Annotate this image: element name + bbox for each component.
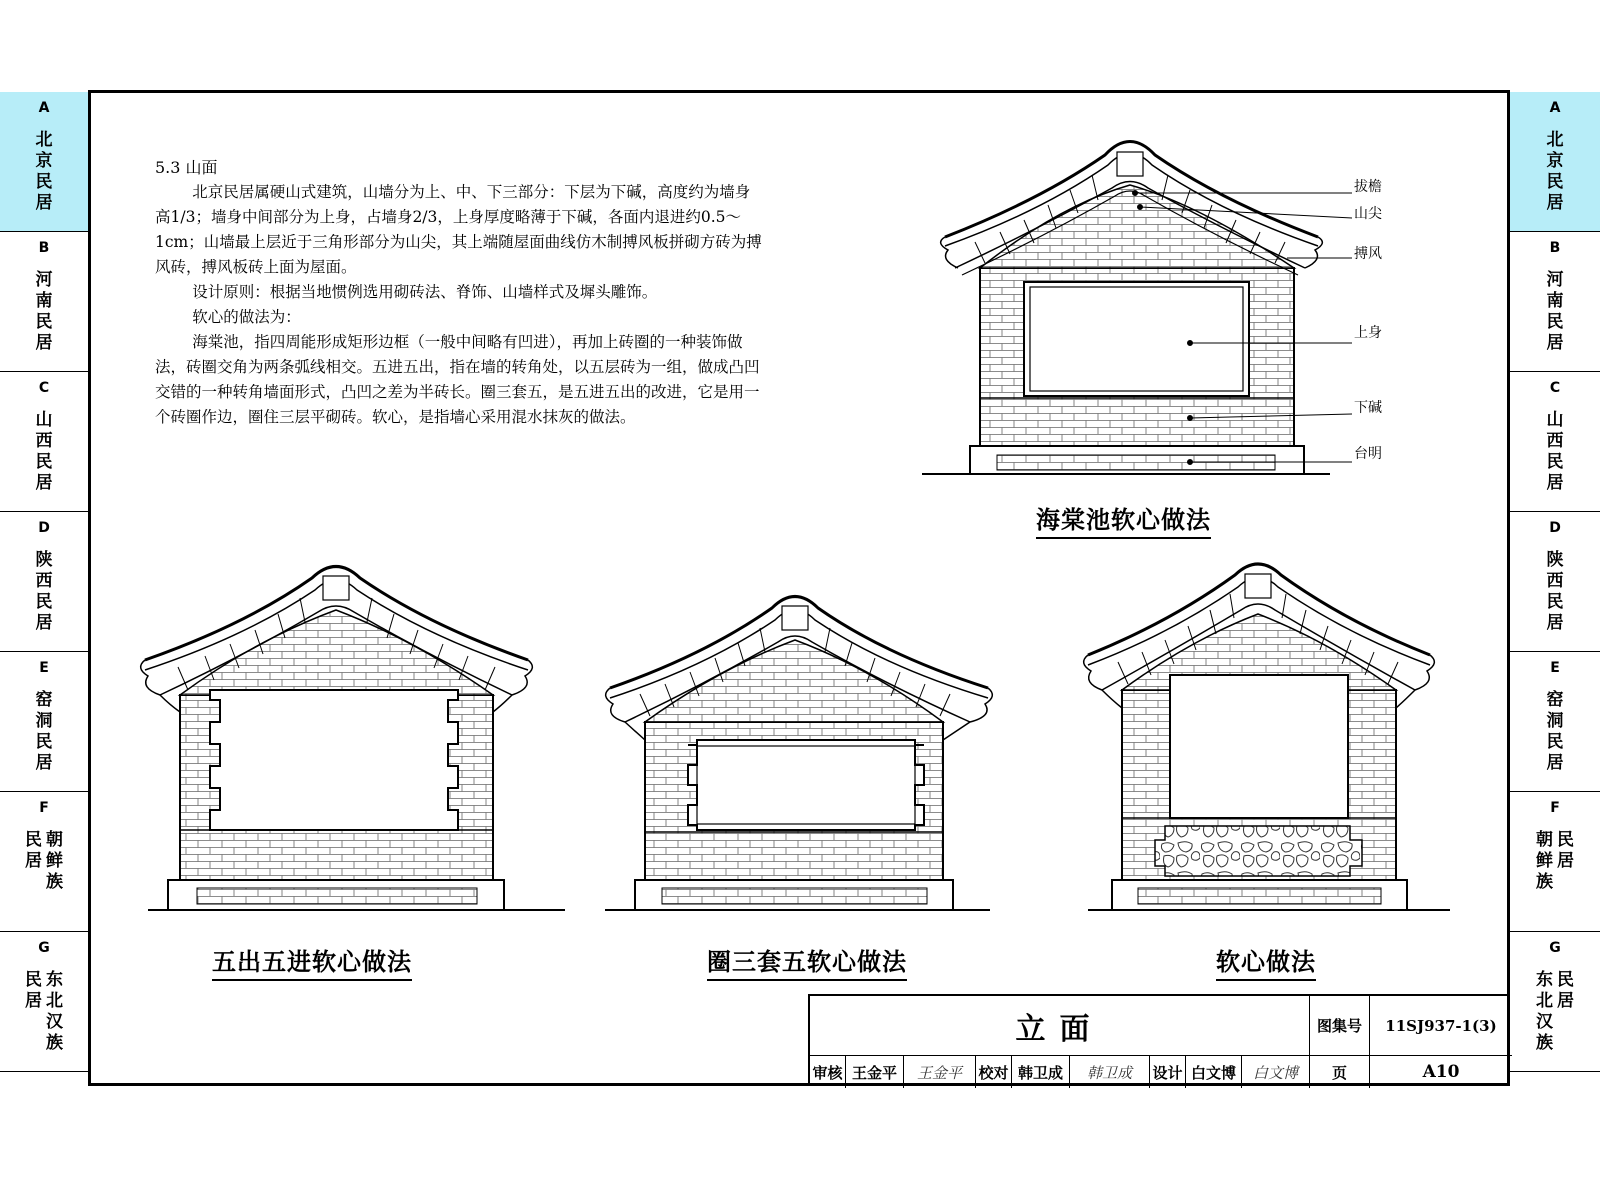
reviewer-name: 王金平	[846, 1056, 904, 1088]
note-paragraph: 北京民居属硬山式建筑，山墙分为上、中、下三部分：下层为下碱，高度约为墙身高1/3；墙身中间部分为上身，占墙身2/3，上身厚度略薄于下碱，各面内退进约0.5～1cm；山墙最上层近于三角形部分为山尖，其上端随屋面曲线仿木制搏风板拼砌方砖为搏风砖，搏风板砖上面为屋面。	[155, 183, 762, 276]
section-tab-label: 民 居	[25, 970, 42, 1011]
section-tab-letter: F	[1550, 800, 1560, 816]
section-heading: 5.3 山面	[155, 158, 218, 177]
note-paragraph: 设计原则：根据当地惯例选用砌砖法、脊饰、山墙样式及墀头雕饰。	[192, 283, 658, 301]
section-tab-letter: C	[38, 380, 50, 396]
section-tab-letter: C	[1549, 380, 1561, 396]
section-tab-label: 民 居	[1557, 970, 1574, 1011]
note-paragraph: 海棠池，指四周能形成矩形边框（一般中间略有凹进），再加上砖圈的一种装饰做法，砖圈交角为两条弧线相交。五进五出，指在墙的转角处，以五层砖为一组，做成凸凹交错的一种转角墙面形式，凸凹之差为半砖长。圈三套五，是五进五出的改进，它是用一个砖圈作边，圈住三层平砌砖。软心，是指墙心采用混水抹灰的做法。	[155, 333, 760, 426]
section-tab-label: 窑 洞 民 居	[35, 690, 53, 773]
page-number: A10	[1422, 1062, 1460, 1082]
section-tab-letter: G	[38, 940, 50, 956]
section-tab-label: 朝 鲜 族	[46, 830, 63, 892]
review-label: 审核	[810, 1056, 846, 1088]
section-tab-label: 山 西 民 居	[35, 410, 53, 493]
callout-label: 下碱	[1354, 400, 1382, 416]
caption-top: 海棠池软心做法	[1036, 500, 1211, 539]
callout-label: 上身	[1354, 325, 1382, 341]
design-label: 设计	[1150, 1056, 1186, 1088]
designer-signature: 白文博	[1242, 1056, 1310, 1088]
left-elevation	[141, 567, 565, 911]
section-tab-letter: E	[1550, 660, 1560, 676]
page-label: 页	[1310, 1056, 1370, 1088]
callout-label: 山尖	[1354, 206, 1382, 222]
callout-label: 搏风	[1354, 246, 1382, 262]
section-tab-label: 北 京 民 居	[1546, 130, 1564, 213]
section-tab-letter: D	[1549, 520, 1561, 536]
section-tab-letter: G	[1549, 940, 1561, 956]
section-tab-letter: E	[39, 660, 49, 676]
atlas-number: 11SJ937-1(3)	[1370, 996, 1512, 1056]
section-tab-letter: D	[38, 520, 50, 536]
middle-elevation	[605, 597, 992, 911]
caption-left: 五出五进软心做法	[212, 942, 412, 981]
drawing-title: 立面	[810, 996, 1310, 1056]
check-label: 校对	[976, 1056, 1012, 1088]
checker-name: 韩卫成	[1012, 1056, 1070, 1088]
caption-middle: 圈三套五软心做法	[707, 942, 907, 981]
section-tab-label: 山 西 民 居	[1546, 410, 1564, 493]
section-tab-label: 陕 西 民 居	[1546, 550, 1564, 633]
section-tab-label: 民 居	[25, 830, 42, 871]
section-tab-label: 朝 鲜 族	[1536, 830, 1553, 892]
section-tab-label: 东 北 汉 族	[1536, 970, 1553, 1053]
callout-label: 台明	[1354, 446, 1382, 462]
title-block	[808, 994, 1510, 1086]
note-paragraph: 软心的做法为：	[192, 308, 301, 326]
section-tab-label: 河 南 民 居	[35, 270, 53, 353]
top-elevation	[922, 142, 1352, 475]
section-tab-letter: A	[1549, 100, 1561, 116]
callout-label: 拔檐	[1354, 179, 1382, 195]
section-tab-letter: A	[38, 100, 50, 116]
section-tab-label: 河 南 民 居	[1546, 270, 1564, 353]
section-tab-label: 窑 洞 民 居	[1546, 690, 1564, 773]
atlas-label: 图集号	[1310, 996, 1370, 1056]
section-tab-letter: F	[39, 800, 49, 816]
section-tab-label: 陕 西 民 居	[35, 550, 53, 633]
section-tab-letter: B	[38, 240, 50, 256]
checker-signature: 韩卫成	[1070, 1056, 1150, 1088]
section-tab-label: 北 京 民 居	[35, 130, 53, 213]
designer-name: 白文博	[1186, 1056, 1242, 1088]
section-tab-label: 民 居	[1557, 830, 1574, 871]
right-elevation	[1084, 564, 1450, 910]
section-tab-label: 东 北 汉 族	[46, 970, 63, 1053]
reviewer-signature: 王金平	[904, 1056, 976, 1088]
caption-right: 软心做法	[1216, 942, 1316, 981]
section-tab-letter: B	[1549, 240, 1561, 256]
